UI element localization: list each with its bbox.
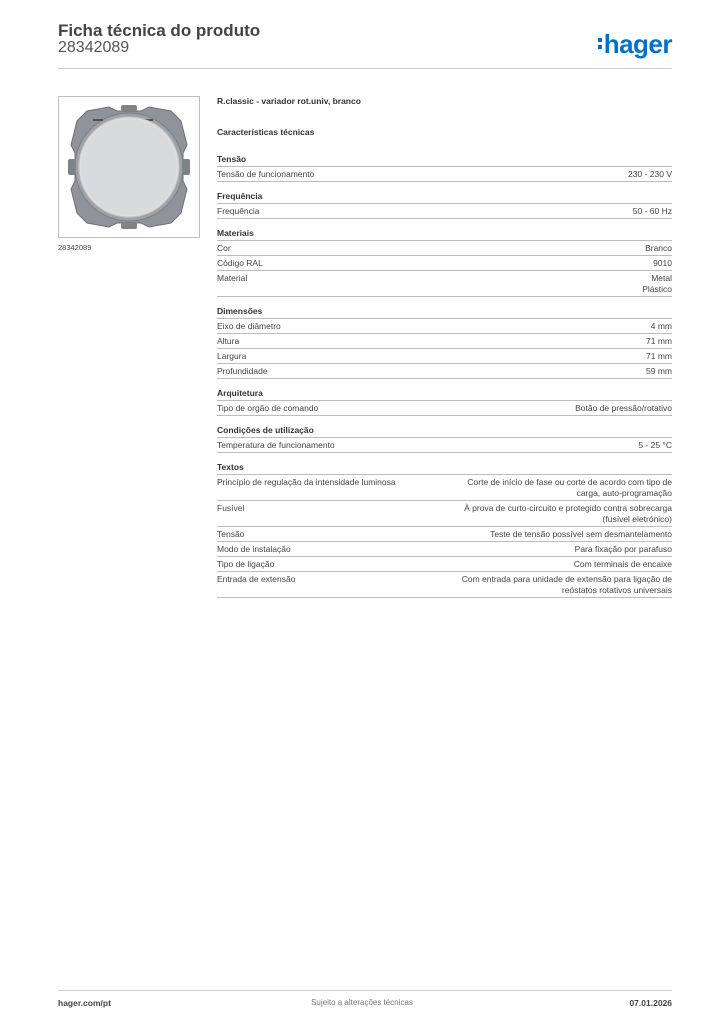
section-title: Frequência	[217, 191, 672, 204]
section-title: Textos	[217, 462, 672, 475]
spec-value-line: Corte de início de fase ou corte de acordo com tipo de	[467, 477, 672, 487]
spec-row	[217, 167, 672, 182]
spec-row	[217, 527, 672, 542]
spec-row	[217, 349, 672, 364]
footer-divider	[58, 990, 672, 991]
spec-value-line: Botão de pressão/rotativo	[575, 403, 672, 413]
spec-value-line: 5 - 25 °C	[638, 440, 672, 450]
rotary-dimmer-insert-image	[59, 97, 199, 237]
spec-section	[217, 388, 672, 416]
spec-value	[653, 258, 672, 269]
spec-value-line: (fusível eletrónico)	[602, 514, 672, 524]
spec-section	[217, 306, 672, 379]
spec-value	[574, 559, 672, 570]
spec-value-line: Para fixação por parafuso	[574, 544, 672, 554]
section-title: Condições de utilização	[217, 425, 672, 438]
section-title: Materiais	[217, 228, 672, 241]
footer-date: 07.01.2026	[629, 998, 672, 1008]
spec-value-line: Com terminais de encaixe	[573, 559, 672, 569]
spec-row	[217, 241, 672, 256]
spec-content	[217, 96, 672, 607]
spec-value	[646, 336, 672, 347]
spec-value	[575, 403, 672, 414]
spec-key: Tensão	[217, 529, 245, 539]
spec-value	[467, 477, 672, 499]
product-name: R.classic - variador rot.univ, branco	[217, 96, 361, 106]
spec-key: Cor	[217, 243, 231, 253]
spec-key: Entrada de extensão	[217, 574, 296, 584]
spec-value	[638, 440, 672, 451]
header-divider	[58, 68, 672, 69]
spec-key: Altura	[217, 336, 240, 346]
spec-row	[217, 401, 672, 416]
spec-row	[217, 501, 672, 527]
spec-row	[217, 572, 672, 598]
spec-row	[217, 271, 672, 297]
product-code: 28342089	[58, 39, 130, 56]
spec-key: Modo de instalação	[217, 544, 291, 554]
spec-section	[217, 154, 672, 182]
logo-dots-icon	[598, 35, 602, 52]
spec-key: Largura	[217, 351, 247, 361]
spec-value	[646, 366, 672, 377]
product-image	[58, 96, 200, 238]
spec-value	[490, 529, 672, 540]
spec-key: Tipo de orgão de comando	[217, 403, 319, 413]
spec-value	[646, 351, 672, 362]
section-title: Arquitetura	[217, 388, 672, 401]
spec-value	[628, 169, 672, 180]
spec-row	[217, 334, 672, 349]
spec-key: Frequência	[217, 206, 260, 216]
spec-value-line: Metal	[651, 273, 672, 283]
spec-value-line: carga, auto-programação	[576, 488, 672, 498]
image-caption: 28342089	[58, 243, 92, 252]
spec-section	[217, 425, 672, 453]
spec-row	[217, 204, 672, 219]
spec-row	[217, 319, 672, 334]
spec-value	[651, 321, 672, 332]
spec-value	[464, 503, 672, 525]
spec-value-line: 71 mm	[646, 336, 672, 346]
spec-section	[217, 228, 672, 297]
spec-value	[633, 206, 672, 217]
spec-section	[217, 462, 672, 598]
spec-key: Código RAL	[217, 258, 263, 268]
spec-row	[217, 542, 672, 557]
spec-section	[217, 191, 672, 219]
footer-notice: Sujeito a alterações técnicas	[311, 998, 413, 1007]
tech-characteristics-title: Características técnicas	[217, 127, 315, 137]
hager-logo	[598, 29, 672, 60]
spec-key: Temperatura de funcionamento	[217, 440, 335, 450]
spec-value	[642, 273, 672, 295]
spec-key: Tensão de funcionamento	[217, 169, 315, 179]
spec-key: Eixo de diâmetro	[217, 321, 281, 331]
section-title: Tensão	[217, 154, 672, 167]
page-title: Ficha técnica do produto	[58, 21, 261, 40]
spec-row	[217, 438, 672, 453]
spec-value-line: 4 mm	[650, 321, 672, 331]
footer-website-link[interactable]: hager.com/pt	[58, 998, 111, 1008]
spec-value-line: 9010	[653, 258, 672, 268]
spec-value-line: 71 mm	[646, 351, 672, 361]
spec-value	[462, 574, 672, 596]
spec-value-line: reóstatos rotativos universais	[561, 585, 672, 595]
spec-value-line: 59 mm	[646, 366, 672, 376]
spec-value	[645, 243, 672, 254]
spec-value-line: 50 - 60 Hz	[632, 206, 672, 216]
spec-value-line: Com entrada para unidade de extensão para ligação de	[461, 574, 672, 584]
spec-key: Profundidade	[217, 366, 268, 376]
spec-value-line: 230 - 230 V	[628, 169, 672, 179]
spec-value-line: Branco	[645, 243, 672, 253]
spec-value-line: Teste de tensão possível sem desmantelamento	[490, 529, 672, 539]
spec-value	[575, 544, 672, 555]
logo-text: hager	[603, 29, 672, 59]
section-title: Dimensões	[217, 306, 672, 319]
spec-row	[217, 475, 672, 501]
spec-row	[217, 557, 672, 572]
spec-row	[217, 364, 672, 379]
spec-row	[217, 256, 672, 271]
spec-key: Tipo de ligação	[217, 559, 275, 569]
spec-key: Fusível	[217, 503, 245, 513]
spec-sections	[217, 154, 672, 598]
spec-value-line: Plástico	[642, 284, 672, 294]
spec-value-line: À prova de curto-circuito e protegido contra sobrecarga	[464, 503, 672, 513]
spec-key: Princípio de regulação da intensidade luminosa	[217, 477, 396, 487]
spec-key: Material	[217, 273, 248, 283]
